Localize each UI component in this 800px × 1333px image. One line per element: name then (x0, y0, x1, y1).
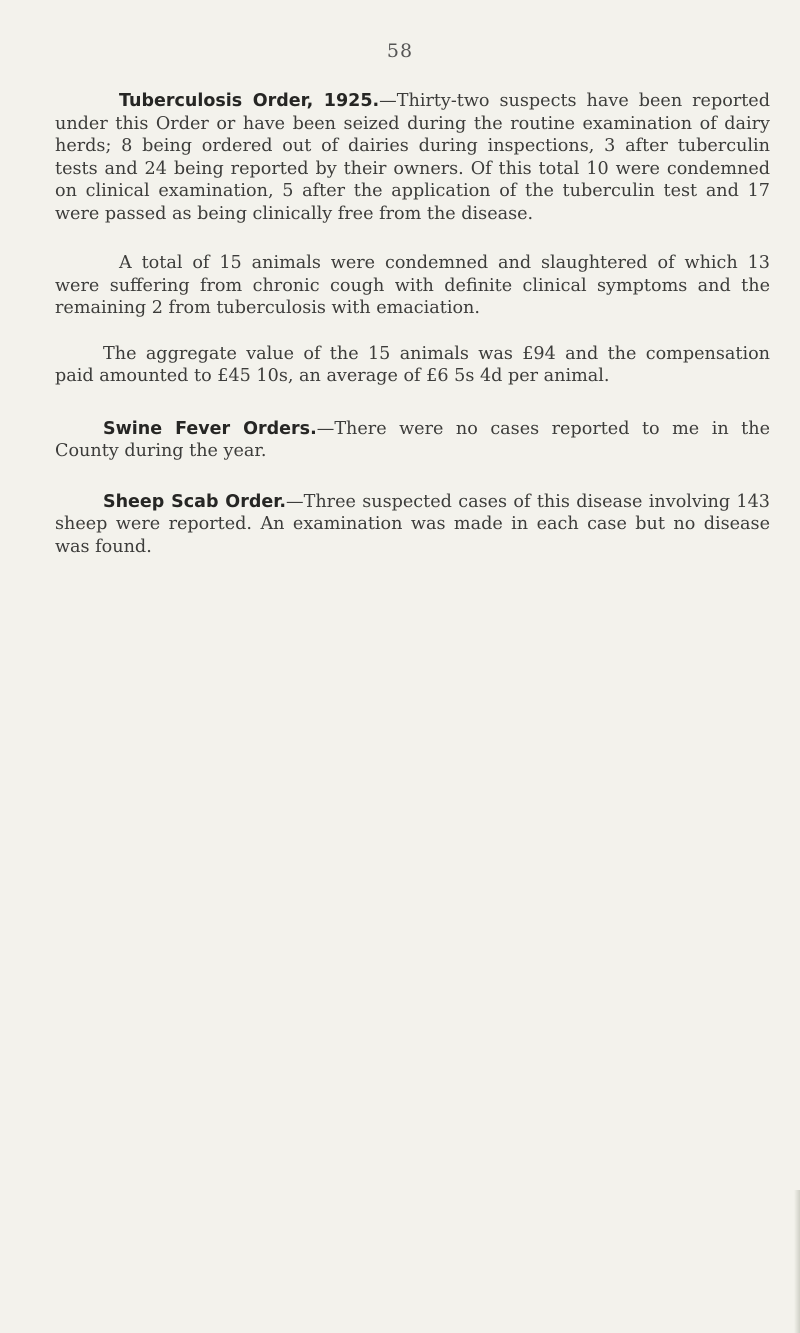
page-edge-shadow (794, 1190, 800, 1333)
paragraph-sheep-scab (55, 491, 770, 559)
paragraph-text: A total of 15 animals were condemned and slaughtered of which 13 were suffering from chronic cough with definite clinical symptoms and the remaining 2 from tuberculosis with emaciation. (55, 253, 770, 318)
paragraph-text: The aggregate value of the 15 animals was £94 and the compensation paid amounted to £45 10s, an average of £6 5s 4d per animal. (55, 343, 770, 386)
paragraph-swine-fever (55, 418, 770, 463)
section-heading-tuberculosis: Tuberculosis Order, 1925. (119, 91, 380, 111)
section-heading-swine-fever: Swine Fever Orders. (103, 418, 317, 439)
section-heading-sheep-scab: Sheep Scab Order. (103, 491, 286, 512)
paragraph-text: —Three suspected cases of this disease involving 143 sheep were reported. An examination was made in each case but no disease was found. (55, 491, 770, 557)
paragraph-text: —There were no cases reported to me in the County during the year. (55, 418, 770, 461)
paragraph-tuberculosis-order (55, 90, 770, 225)
paragraph-text: —Thirty-two suspects have been reported under this Order or have been seized during the routine examination of dairy herds; 8 being ordered out of dairies during inspections, 3 after tuberculin tests and 24 being reported by their owners. Of this total 10 were condemned on clinical examination, 5 after the application of the tuberculin test and 17 were passed as being clinically free from the disease. (55, 91, 770, 224)
paragraph-aggregate-value (55, 343, 770, 388)
page-number: 58 (386, 40, 414, 62)
document-body (55, 90, 770, 577)
paragraph-animals-condemned (55, 252, 770, 320)
